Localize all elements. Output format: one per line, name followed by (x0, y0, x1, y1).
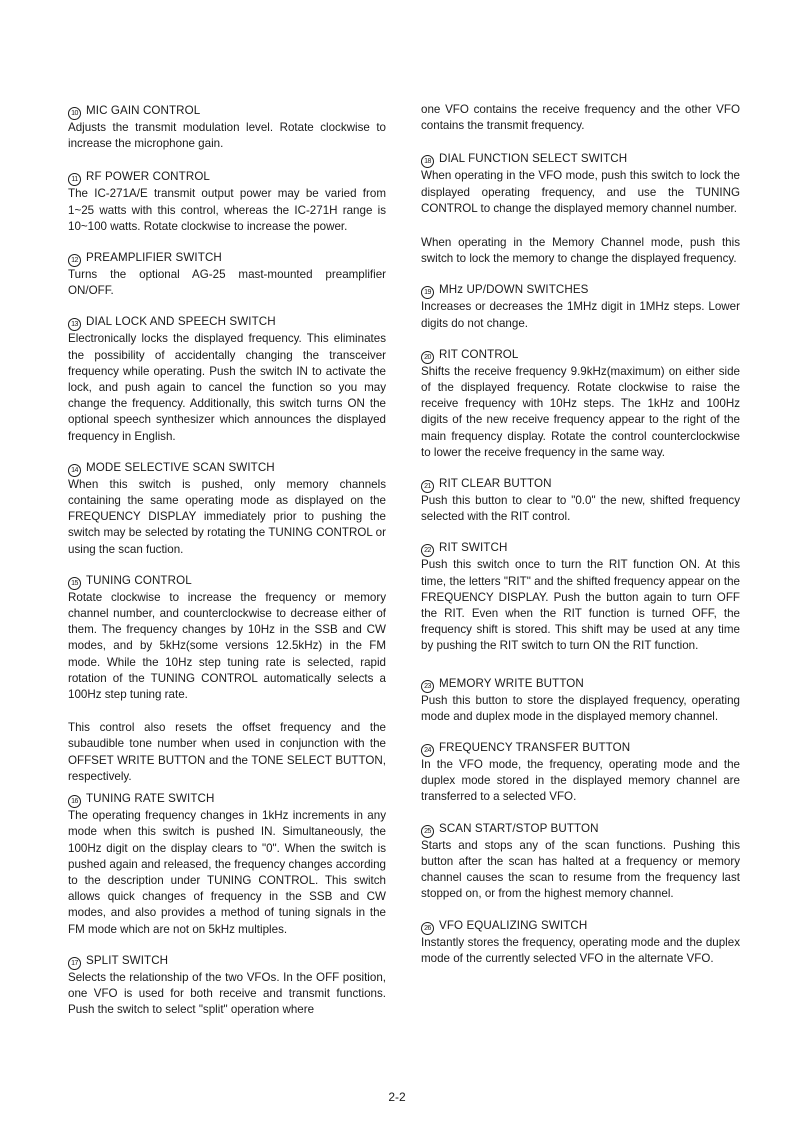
section-paragraph: This control also resets the offset frequency and the subaudible tone number when used in conjunction with the OFFSET WRITE BUTTON and the TONE SELECT BUTTON, respectively. (68, 721, 386, 783)
section-mode-selective-scan-switch (68, 460, 386, 558)
split-switch-continuation (421, 102, 740, 134)
item-number-circle: 26 (421, 922, 434, 935)
continued-paragraph: one VFO contains the receive frequency and the other VFO contains the transmit frequency. (421, 103, 740, 133)
section-paragraph: Starts and stops any of the scan functions. Pushing this button after the scan has halted at a frequency or memory channel causes the scan to resume from the frequency last stopped on, or from the highest memory channel. (421, 838, 740, 901)
section-mhz-up-down-switches (421, 282, 740, 331)
section-paragraph: Selects the relationship of the two VFOs. In the OFF position, one VFO is used for both receive and transmit functions. Push the switch to select "split" operation where (68, 970, 386, 1017)
section-heading (421, 282, 740, 299)
section-title: DIAL FUNCTION SELECT SWITCH (439, 152, 628, 166)
section-vfo-equalizing-switch (421, 918, 740, 967)
right-column (421, 103, 740, 967)
section-title: TUNING CONTROL (86, 573, 192, 587)
section-paragraph: In the VFO mode, the frequency, operating mode and the duplex mode stored in the displayed memory channel are transferred to a selected VFO. (421, 758, 740, 804)
section-paragraph: Adjusts the transmit modulation level. Rotate clockwise to increase the microphone gain. (68, 121, 386, 151)
section-heading (421, 151, 740, 168)
section-paragraph: When this switch is pushed, only memory channels containing the same operating mode as displayed on the FREQUENCY DISPLAY immediately prior to pushing the switch may be selected by rotating the TUNING CONTROL or using the scan fuction. (68, 477, 386, 556)
item-number-circle: 13 (68, 318, 81, 331)
section-dial-lock-and-speech-switch (68, 314, 386, 444)
section-title: TUNING RATE SWITCH (86, 792, 215, 806)
section-heading (421, 821, 740, 838)
section-heading (421, 676, 740, 693)
section-paragraph: Push this button to clear to "0.0" the new, shifted frequency selected with the RIT control. (421, 494, 740, 524)
section-paragraph: Push this button to store the displayed frequency, operating mode and duplex mode in the displayed memory channel. (421, 693, 740, 723)
section-preamplifier-switch (68, 250, 386, 299)
item-number-circle: 10 (68, 107, 81, 120)
section-heading (421, 347, 740, 364)
section-heading (68, 314, 386, 331)
section-heading (68, 103, 386, 120)
section-heading (421, 918, 740, 935)
section-tuning-rate-switch (68, 791, 386, 938)
section-memory-write-button (421, 676, 740, 725)
section-paragraph: The operating frequency changes in 1kHz increments in any mode when this switch is pushed IN. Simultaneously, the 100Hz digit on the display clears to "0". When the switch is pushed again and released, the frequency changes according to the description under TUNING CONTROL. This switch allows quick changes of frequency in the SSB and CW modes, and also provides a method of tuning signals in the FM mode which are not on 5kHz multiples. (68, 809, 386, 936)
section-title: MODE SELECTIVE SCAN SWITCH (86, 460, 275, 474)
item-number-circle: 17 (68, 957, 81, 970)
section-rit-control (421, 347, 740, 461)
section-frequency-transfer-button (421, 740, 740, 806)
section-title: SCAN START/STOP BUTTON (439, 821, 599, 835)
section-title: PREAMPLIFIER SWITCH (86, 251, 222, 265)
item-number-circle: 18 (421, 155, 434, 168)
section-title: RF POWER CONTROL (86, 170, 210, 184)
section-title: RIT CLEAR BUTTON (439, 477, 552, 491)
item-number-circle: 14 (68, 464, 81, 477)
section-title: VFO EQUALIZING SWITCH (439, 918, 588, 932)
item-number-circle: 19 (421, 286, 434, 299)
section-title: MIC GAIN CONTROL (86, 104, 201, 117)
section-heading (421, 476, 740, 493)
section-heading (68, 953, 386, 970)
section-paragraph: Push this switch once to turn the RIT function ON. At this time, the letters "RIT" and the shifted frequency appear on the FREQUENCY DISPLAY. Push the button again to turn OFF the RIT. Even when the RIT function is turned OFF, the frequency shift is stored. This shift may be used at any time by pushing the RIT switch to turn ON the RIT function. (421, 558, 740, 653)
section-title: FREQUENCY TRANSFER BUTTON (439, 741, 631, 755)
section-paragraph: Shifts the receive frequency 9.9kHz(maximum) on either side of the displayed frequency. Rotate clockwise to raise the receive frequency with 10Hz steps. The 1kHz and 100Hz digits of the new receive frequency appear to the right of the main frequency display. Rotate the control counterclockwise to lower the receive frequency in the same way. (421, 364, 740, 459)
section-rit-switch (421, 540, 740, 654)
section-title: MHz UP/DOWN SWITCHES (439, 283, 589, 297)
section-paragraph: Instantly stores the frequency, operating mode and the duplex mode of the currently selected VFO in the alternate VFO. (421, 935, 740, 965)
section-paragraph: The IC-271A/E transmit output power may be varied from 1~25 watts with this control, whereas the IC-271H range is 10~100 watts. Rotate clockwise to increase the power. (68, 187, 386, 233)
item-number-circle: 15 (68, 577, 81, 590)
section-heading (421, 540, 740, 557)
section-scan-start-stop-button (421, 821, 740, 903)
section-heading (68, 573, 386, 590)
section-paragraph: Increases or decreases the 1MHz digit in 1MHz steps. Lower digits do not change. (421, 300, 740, 330)
item-number-circle: 24 (421, 744, 434, 757)
section-paragraph: When operating in the Memory Channel mode, push this switch to lock the memory to change the displayed frequency. (421, 236, 740, 266)
section-paragraph: Rotate clockwise to increase the frequency or memory channel number, and counterclockwise to decrease either of them. The frequency changes by 10Hz in the SSB and CW modes, and by 5kHz(some versions 12.5kHz) in the FM mode. While the 10Hz step tuning rate is selected, rapid rotation of the TUNING CONTROL automatically selects a 100Hz step tuning rate. (68, 590, 386, 702)
section-heading (421, 740, 740, 757)
item-number-circle: 25 (421, 825, 434, 838)
item-number-circle: 21 (421, 480, 434, 493)
section-paragraph: Turns the optional AG-25 mast-mounted preamplifier ON/OFF. (68, 268, 386, 298)
section-heading (68, 460, 386, 477)
section-mic-gain-control (68, 103, 386, 152)
section-heading (68, 791, 386, 808)
item-number-circle: 16 (68, 795, 81, 808)
section-dial-function-select-switch (421, 151, 740, 267)
section-title: SPLIT SWITCH (86, 953, 169, 967)
page-number: 2-2 (388, 1090, 406, 1104)
item-number-circle: 20 (421, 351, 434, 364)
section-rf-power-control (68, 169, 386, 235)
section-tuning-control (68, 573, 386, 785)
section-heading (68, 169, 386, 186)
section-paragraph: When operating in the VFO mode, push this switch to lock the displayed operating frequency, and use the TUNING CONTROL to change the displayed memory channel number. (421, 169, 740, 215)
item-number-circle: 22 (421, 544, 434, 557)
left-column (68, 103, 386, 1018)
item-number-circle: 23 (421, 680, 434, 693)
section-title: RIT CONTROL (439, 347, 519, 361)
section-title: RIT SWITCH (439, 541, 508, 555)
section-title: MEMORY WRITE BUTTON (439, 676, 584, 690)
item-number-circle: 11 (68, 173, 81, 186)
section-split-switch (68, 953, 386, 1019)
section-rit-clear-button (421, 476, 740, 525)
item-number-circle: 12 (68, 254, 81, 267)
section-heading (68, 250, 386, 267)
section-title: DIAL LOCK AND SPEECH SWITCH (86, 315, 276, 329)
section-paragraph: Electronically locks the displayed frequency. This eliminates the possibility of accidentally changing the transceiver frequency while operating. Push the switch IN to activate the lock, and push again to cancel the function so you may change the frequency. Additionally, this switch turns ON the optional speech synthesizer which announces the displayed frequency in English. (68, 332, 386, 443)
